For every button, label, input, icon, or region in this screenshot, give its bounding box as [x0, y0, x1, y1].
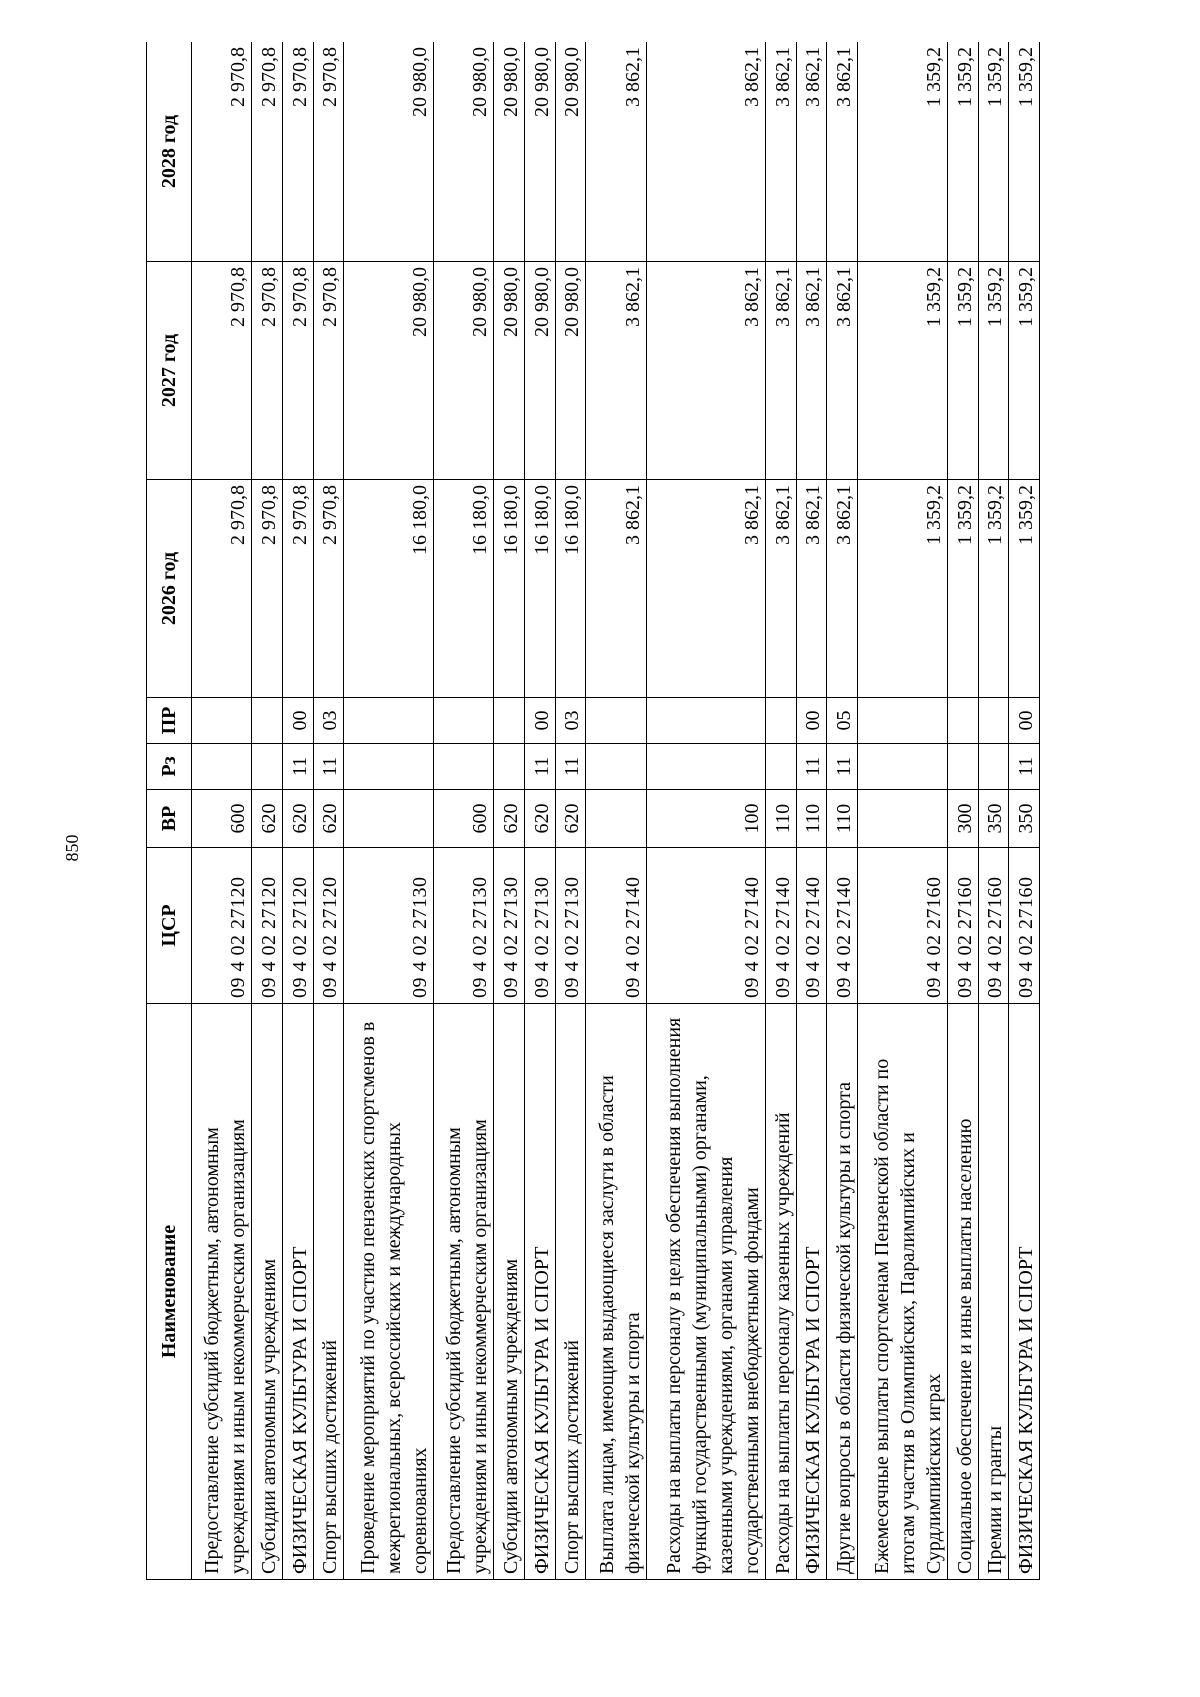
- cell-vr: 620: [313, 790, 344, 848]
- cell-2026: 1 359,2: [1009, 480, 1040, 698]
- rotated-table-container: [146, 42, 1040, 1580]
- cell-2028: 20 980,0: [525, 42, 556, 262]
- cell-2027: 20 980,0: [344, 262, 434, 480]
- table-row: [947, 42, 978, 1580]
- cell-rz: 11: [525, 744, 556, 790]
- cell-2027: 2 970,8: [282, 262, 313, 480]
- cell-2028: 3 862,1: [827, 42, 858, 262]
- table-row: [494, 42, 525, 1580]
- cell-name: ФИЗИЧЕСКАЯ КУЛЬТУРА И СПОРТ: [525, 1004, 556, 1580]
- cell-pr: 00: [796, 698, 827, 744]
- cell-csr: 09 4 02 27130: [494, 848, 525, 1004]
- table-row: [555, 42, 586, 1580]
- cell-2026: 2 970,8: [192, 480, 252, 698]
- cell-csr: 09 4 02 27120: [313, 848, 344, 1004]
- cell-vr: 620: [252, 790, 283, 848]
- cell-pr: 00: [282, 698, 313, 744]
- cell-2026: 3 862,1: [796, 480, 827, 698]
- table-row: [344, 42, 434, 1580]
- cell-pr: [252, 698, 283, 744]
- cell-2028: 1 359,2: [978, 42, 1009, 262]
- table-row: [252, 42, 283, 1580]
- cell-name: Предоставление субсидий бюджетным, автономным учреждениям и иным некоммерческим организациям: [434, 1004, 494, 1580]
- table-row: [313, 42, 344, 1580]
- cell-2026: 3 862,1: [586, 480, 646, 698]
- table-body: [192, 42, 1040, 1580]
- table-row: [796, 42, 827, 1580]
- header-pr: ПР: [147, 698, 192, 744]
- cell-csr: 09 4 02 27140: [586, 848, 646, 1004]
- table-row: [827, 42, 858, 1580]
- cell-csr: 09 4 02 27120: [282, 848, 313, 1004]
- cell-2027: 20 980,0: [494, 262, 525, 480]
- cell-2027: 1 359,2: [1009, 262, 1040, 480]
- cell-csr: 09 4 02 27160: [858, 848, 948, 1004]
- cell-name: Спорт высших достижений: [555, 1004, 586, 1580]
- header-row: [147, 42, 192, 1580]
- table-row: [765, 42, 796, 1580]
- cell-pr: [765, 698, 796, 744]
- cell-2026: 1 359,2: [978, 480, 1009, 698]
- cell-name: Другие вопросы в области физической культуры и спорта: [827, 1004, 858, 1580]
- cell-rz: 11: [282, 744, 313, 790]
- cell-vr: [586, 790, 646, 848]
- cell-rz: [858, 744, 948, 790]
- cell-name: Социальное обеспечение и иные выплаты населению: [947, 1004, 978, 1580]
- table-row: [525, 42, 556, 1580]
- cell-2026: 2 970,8: [313, 480, 344, 698]
- cell-2027: 3 862,1: [586, 262, 646, 480]
- cell-2028: 3 862,1: [646, 42, 765, 262]
- cell-pr: 00: [525, 698, 556, 744]
- cell-2028: 1 359,2: [947, 42, 978, 262]
- budget-table: [146, 42, 1040, 1580]
- cell-2027: 1 359,2: [858, 262, 948, 480]
- cell-name: Предоставление субсидий бюджетным, автономным учреждениям и иным некоммерческим организациям: [192, 1004, 252, 1580]
- cell-vr: [344, 790, 434, 848]
- cell-vr: 620: [282, 790, 313, 848]
- cell-vr: 350: [978, 790, 1009, 848]
- cell-csr: 09 4 02 27140: [827, 848, 858, 1004]
- cell-vr: 110: [796, 790, 827, 848]
- cell-2026: 2 970,8: [282, 480, 313, 698]
- cell-csr: 09 4 02 27120: [252, 848, 283, 1004]
- cell-rz: 11: [1009, 744, 1040, 790]
- cell-2028: 20 980,0: [344, 42, 434, 262]
- cell-pr: [646, 698, 765, 744]
- cell-2026: 1 359,2: [947, 480, 978, 698]
- cell-2026: 3 862,1: [765, 480, 796, 698]
- cell-csr: 09 4 02 27130: [434, 848, 494, 1004]
- cell-2026: 2 970,8: [252, 480, 283, 698]
- cell-rz: [947, 744, 978, 790]
- cell-vr: 600: [192, 790, 252, 848]
- cell-vr: [858, 790, 948, 848]
- cell-name: Субсидии автономным учреждениям: [252, 1004, 283, 1580]
- header-2027: 2027 год: [147, 262, 192, 480]
- cell-2027: 20 980,0: [434, 262, 494, 480]
- cell-vr: 600: [434, 790, 494, 848]
- cell-2027: 20 980,0: [525, 262, 556, 480]
- cell-rz: [344, 744, 434, 790]
- cell-pr: [947, 698, 978, 744]
- cell-2027: 3 862,1: [646, 262, 765, 480]
- cell-2027: 3 862,1: [796, 262, 827, 480]
- cell-pr: [858, 698, 948, 744]
- cell-2028: 3 862,1: [796, 42, 827, 262]
- cell-rz: 11: [796, 744, 827, 790]
- cell-2027: 3 862,1: [827, 262, 858, 480]
- cell-pr: [494, 698, 525, 744]
- cell-2027: 1 359,2: [947, 262, 978, 480]
- cell-vr: 620: [525, 790, 556, 848]
- cell-rz: 11: [827, 744, 858, 790]
- header-2026: 2026 год: [147, 480, 192, 698]
- cell-vr: 110: [765, 790, 796, 848]
- cell-csr: 09 4 02 27140: [796, 848, 827, 1004]
- cell-name: ФИЗИЧЕСКАЯ КУЛЬТУРА И СПОРТ: [796, 1004, 827, 1580]
- cell-csr: 09 4 02 27130: [525, 848, 556, 1004]
- cell-pr: [978, 698, 1009, 744]
- cell-rz: [252, 744, 283, 790]
- cell-pr: [586, 698, 646, 744]
- cell-csr: 09 4 02 27160: [1009, 848, 1040, 1004]
- header-csr: ЦСР: [147, 848, 192, 1004]
- header-rz: Рз: [147, 744, 192, 790]
- cell-rz: 11: [555, 744, 586, 790]
- header-2028: 2028 год: [147, 42, 192, 262]
- cell-2027: 2 970,8: [192, 262, 252, 480]
- cell-pr: [192, 698, 252, 744]
- cell-2026: 3 862,1: [646, 480, 765, 698]
- cell-csr: 09 4 02 27120: [192, 848, 252, 1004]
- table-row: [282, 42, 313, 1580]
- cell-name: Выплата лицам, имеющим выдающиеся заслуги в области физической культуры и спорта: [586, 1004, 646, 1580]
- cell-csr: 09 4 02 27160: [978, 848, 1009, 1004]
- cell-2028: 20 980,0: [555, 42, 586, 262]
- cell-csr: 09 4 02 27130: [344, 848, 434, 1004]
- cell-2028: 3 862,1: [765, 42, 796, 262]
- cell-rz: 11: [313, 744, 344, 790]
- table-row: [978, 42, 1009, 1580]
- cell-2028: 1 359,2: [1009, 42, 1040, 262]
- cell-name: Проведение мероприятий по участию пензенских спортсменов в межрегиональных, всероссийских и международных соревнованиях: [344, 1004, 434, 1580]
- table-row: [586, 42, 646, 1580]
- cell-csr: 09 4 02 27140: [646, 848, 765, 1004]
- cell-vr: 620: [555, 790, 586, 848]
- cell-2028: 20 980,0: [494, 42, 525, 262]
- cell-2028: 1 359,2: [858, 42, 948, 262]
- cell-2028: 3 862,1: [586, 42, 646, 262]
- cell-2028: 20 980,0: [434, 42, 494, 262]
- cell-2026: 16 180,0: [434, 480, 494, 698]
- cell-pr: 00: [1009, 698, 1040, 744]
- cell-vr: 350: [1009, 790, 1040, 848]
- cell-rz: [494, 744, 525, 790]
- table-row: [1009, 42, 1040, 1580]
- table-row: [858, 42, 948, 1580]
- cell-2027: 3 862,1: [765, 262, 796, 480]
- table-row: [192, 42, 252, 1580]
- cell-2028: 2 970,8: [252, 42, 283, 262]
- cell-name: Субсидии автономным учреждениям: [494, 1004, 525, 1580]
- cell-2027: 20 980,0: [555, 262, 586, 480]
- cell-vr: 110: [827, 790, 858, 848]
- cell-name: Ежемесячные выплаты спортсменам Пензенской области по итогам участия в Олимпийских, Паралимпийских и Сурдлимпийских играх: [858, 1004, 948, 1580]
- cell-2028: 2 970,8: [192, 42, 252, 262]
- table-row: [646, 42, 765, 1580]
- cell-2026: 16 180,0: [494, 480, 525, 698]
- cell-vr: 100: [646, 790, 765, 848]
- cell-name: Спорт высших достижений: [313, 1004, 344, 1580]
- cell-2027: 2 970,8: [313, 262, 344, 480]
- cell-vr: 620: [494, 790, 525, 848]
- cell-name: ФИЗИЧЕСКАЯ КУЛЬТУРА И СПОРТ: [1009, 1004, 1040, 1580]
- cell-name: Премии и гранты: [978, 1004, 1009, 1580]
- cell-rz: [646, 744, 765, 790]
- cell-2026: 3 862,1: [827, 480, 858, 698]
- cell-2026: 16 180,0: [525, 480, 556, 698]
- cell-rz: [192, 744, 252, 790]
- header-vr: ВР: [147, 790, 192, 848]
- cell-name: Расходы на выплаты персоналу в целях обеспечения выполнения функций государственными (муниципальными) органами, казенными учреждениями, органами управления государственными внебюджетными фондами: [646, 1004, 765, 1580]
- cell-2027: 2 970,8: [252, 262, 283, 480]
- cell-csr: 09 4 02 27130: [555, 848, 586, 1004]
- cell-rz: [434, 744, 494, 790]
- cell-2028: 2 970,8: [282, 42, 313, 262]
- cell-pr: 05: [827, 698, 858, 744]
- cell-vr: 300: [947, 790, 978, 848]
- cell-name: ФИЗИЧЕСКАЯ КУЛЬТУРА И СПОРТ: [282, 1004, 313, 1580]
- cell-pr: [344, 698, 434, 744]
- cell-rz: [765, 744, 796, 790]
- header-name: Наименование: [147, 1004, 192, 1580]
- cell-rz: [978, 744, 1009, 790]
- cell-csr: 09 4 02 27160: [947, 848, 978, 1004]
- cell-2028: 2 970,8: [313, 42, 344, 262]
- cell-2026: 1 359,2: [858, 480, 948, 698]
- cell-2026: 16 180,0: [555, 480, 586, 698]
- cell-pr: [434, 698, 494, 744]
- cell-rz: [586, 744, 646, 790]
- cell-pr: 03: [555, 698, 586, 744]
- cell-2027: 1 359,2: [978, 262, 1009, 480]
- cell-csr: 09 4 02 27140: [765, 848, 796, 1004]
- cell-2026: 16 180,0: [344, 480, 434, 698]
- table-row: [434, 42, 494, 1580]
- cell-pr: 03: [313, 698, 344, 744]
- page-number: 850: [62, 834, 82, 862]
- cell-name: Расходы на выплаты персоналу казенных учреждений: [765, 1004, 796, 1580]
